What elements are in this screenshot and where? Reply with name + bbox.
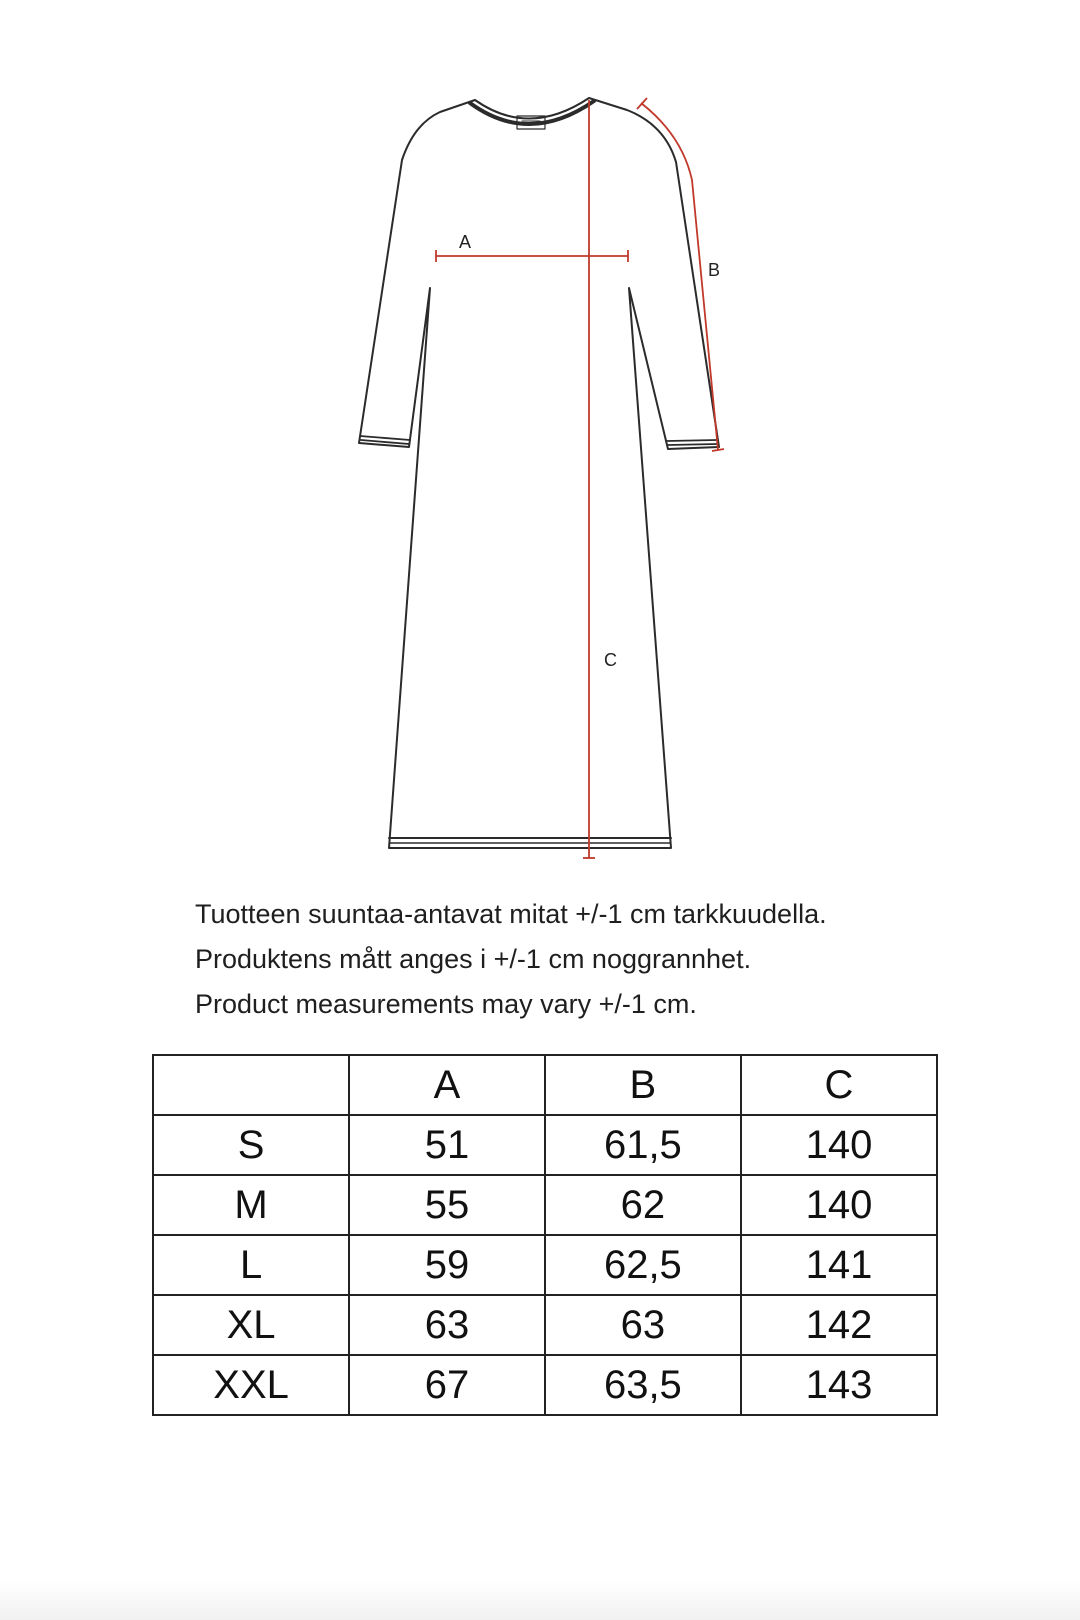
header-cell: A [349, 1055, 545, 1115]
value-cell: 140 [741, 1175, 937, 1235]
value-cell: 63 [349, 1295, 545, 1355]
value-cell: 62 [545, 1175, 741, 1235]
header-cell: B [545, 1055, 741, 1115]
size-cell: XL [153, 1295, 349, 1355]
value-cell: 141 [741, 1235, 937, 1295]
value-cell: 61,5 [545, 1115, 741, 1175]
bottom-fade [0, 1580, 1080, 1620]
label-c: C [604, 650, 617, 670]
note-english: Product measurements may vary +/-1 cm. [195, 989, 697, 1019]
table-row [153, 1355, 937, 1415]
note-swedish: Produktens mått anges i +/-1 cm noggrannhet. [195, 944, 752, 974]
table-row [153, 1115, 937, 1175]
measure-line-b [641, 103, 721, 450]
value-cell: 143 [741, 1355, 937, 1415]
label-a: A [459, 232, 472, 252]
table-row [153, 1295, 937, 1355]
header-cell [153, 1055, 349, 1115]
value-cell: 140 [741, 1115, 937, 1175]
table-row [153, 1235, 937, 1295]
size-cell: XXL [153, 1355, 349, 1415]
size-chart-table [152, 1054, 938, 1416]
table-row [153, 1175, 937, 1235]
measurement-notes [195, 892, 995, 1027]
dress-outline [359, 98, 719, 848]
value-cell: 63 [545, 1295, 741, 1355]
value-cell: 62,5 [545, 1235, 741, 1295]
size-cell: L [153, 1235, 349, 1295]
size-cell: S [153, 1115, 349, 1175]
size-cell: M [153, 1175, 349, 1235]
header-cell: C [741, 1055, 937, 1115]
value-cell: 67 [349, 1355, 545, 1415]
value-cell: 142 [741, 1295, 937, 1355]
value-cell: 55 [349, 1175, 545, 1235]
value-cell: 59 [349, 1235, 545, 1295]
value-cell: 51 [349, 1115, 545, 1175]
note-finnish: Tuotteen suuntaa-antavat mitat +/-1 cm tarkkuudella. [195, 899, 827, 929]
right-cuff [667, 440, 718, 445]
table-header-row [153, 1055, 937, 1115]
label-b: B [708, 260, 721, 280]
value-cell: 63,5 [545, 1355, 741, 1415]
